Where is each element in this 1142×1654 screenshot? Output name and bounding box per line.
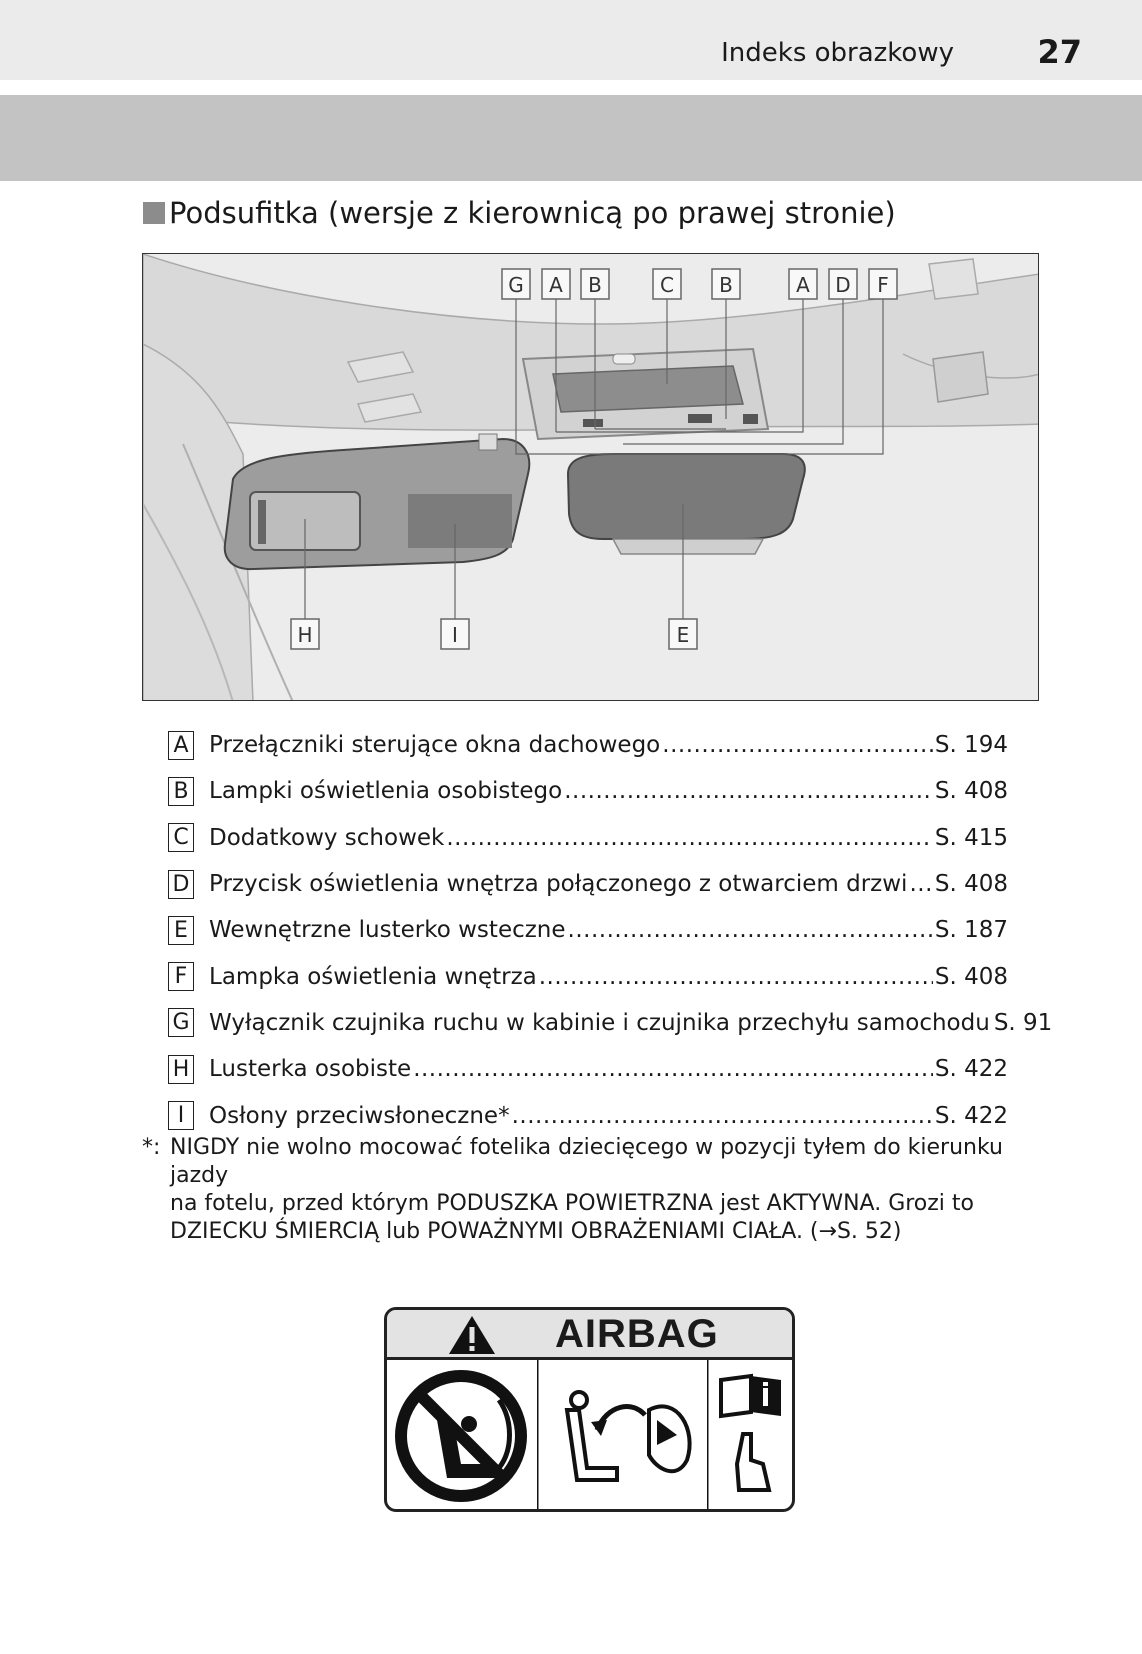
- callout-e: E: [676, 623, 690, 647]
- callout-f: F: [877, 273, 889, 297]
- legend-item: [168, 768, 1008, 814]
- section-divider-bar: [0, 95, 1142, 181]
- section-title: Podsufitka (wersje z kierownicą po prawej stronie): [169, 196, 896, 230]
- legend-label: Przełączniki sterujące okna dachowego: [209, 732, 661, 759]
- legend-label: Lampka oświetlenia wnętrza: [209, 963, 537, 990]
- leader-dots: [539, 964, 933, 990]
- airbag-deployment-icon: [537, 1360, 707, 1512]
- footnote-line: NIGDY nie wolno mocować fotelika dziecięcego w pozycji tyłem do kierunku jazdy: [170, 1135, 1003, 1188]
- footnote-mark: *:: [142, 1135, 161, 1160]
- callout-i: I: [452, 623, 458, 647]
- footnote-text: [170, 1134, 1042, 1246]
- section-square-icon: [143, 202, 165, 224]
- roof-lining-drawing: [143, 254, 1039, 701]
- leader-dots: [909, 871, 932, 897]
- page-reference: S. 415: [934, 824, 1008, 851]
- legend-letter: F: [168, 962, 194, 991]
- leader-dots: [446, 825, 933, 851]
- legend-letter: D: [168, 870, 194, 899]
- legend-letter: H: [168, 1055, 194, 1084]
- page-reference: S. 408: [934, 778, 1008, 805]
- header-band: [0, 0, 1142, 80]
- no-rear-facing-seat-icon: [387, 1360, 537, 1512]
- page-reference: S. 187: [934, 917, 1008, 944]
- legend-label: Lampki oświetlenia osobistego: [209, 778, 563, 805]
- page-reference: S. 422: [934, 1102, 1008, 1129]
- roof-lining-illustration: [142, 253, 1039, 701]
- legend-item: [168, 1000, 1053, 1046]
- callout-b-left: B: [588, 273, 602, 297]
- read-manual-icon: [707, 1360, 795, 1512]
- legend-label: Osłony przeciwsłoneczne*: [209, 1102, 510, 1129]
- legend-label: Przycisk oświetlenia wnętrza połączonego z otwarciem drzwi: [209, 871, 908, 898]
- leader-dots: [413, 1056, 933, 1082]
- callout-a-left: A: [549, 273, 563, 297]
- footnote: [142, 1134, 1042, 1246]
- page-reference: S. 408: [934, 871, 1008, 898]
- legend-letter: G: [168, 1008, 194, 1037]
- legend-letter: B: [168, 777, 194, 806]
- legend-letter: E: [168, 916, 194, 945]
- legend-item: [168, 1046, 1008, 1092]
- legend-label: Wyłącznik czujnika ruchu w kabinie i czujnika przechyłu samochodu: [209, 1009, 990, 1036]
- header-title: Indeks obrazkowy: [721, 38, 954, 68]
- airbag-label-header: [387, 1310, 792, 1360]
- airbag-title: AIRBAG: [555, 1312, 719, 1356]
- page-reference: S. 408: [934, 963, 1008, 990]
- callout-h: H: [297, 623, 313, 647]
- leader-dots: [568, 917, 933, 943]
- callout-b-right: B: [719, 273, 733, 297]
- legend-item: [168, 907, 1008, 953]
- legend-item: [168, 953, 1008, 999]
- legend-letter: I: [168, 1101, 194, 1130]
- warning-triangle-icon: [447, 1314, 497, 1356]
- legend-label: Dodatkowy schowek: [209, 824, 445, 851]
- leader-dots: [512, 1103, 933, 1129]
- callout-g-top: G: [508, 273, 524, 297]
- legend-item: [168, 722, 1008, 768]
- component-legend: [168, 722, 1053, 1139]
- callout-a-right: A: [796, 273, 810, 297]
- callout-c: C: [660, 273, 674, 297]
- legend-label: Wewnętrzne lusterko wsteczne: [209, 917, 566, 944]
- footnote-line: DZIECKU ŚMIERCIĄ lub POWAŻNYMI OBRAŻENIAMI CIAŁA. (→S. 52): [170, 1219, 902, 1244]
- legend-label: Lusterka osobiste: [209, 1056, 412, 1083]
- page-number: 27: [1037, 33, 1082, 71]
- page-reference: S. 422: [934, 1056, 1008, 1083]
- legend-letter: A: [168, 731, 194, 760]
- callout-d: D: [835, 273, 851, 297]
- airbag-warning-label: [384, 1307, 795, 1512]
- section-heading: [143, 196, 896, 230]
- legend-letter: C: [168, 823, 194, 852]
- legend-item: [168, 1092, 1008, 1138]
- page-reference: S. 194: [934, 732, 1008, 759]
- legend-item: [168, 861, 1008, 907]
- page-reference: S. 91: [993, 1009, 1053, 1036]
- leader-dots: [564, 778, 933, 804]
- leader-dots: [662, 732, 933, 758]
- legend-item: [168, 815, 1008, 861]
- footnote-line: na fotelu, przed którym PODUSZKA POWIETRZNA jest AKTYWNA. Grozi to: [170, 1191, 974, 1216]
